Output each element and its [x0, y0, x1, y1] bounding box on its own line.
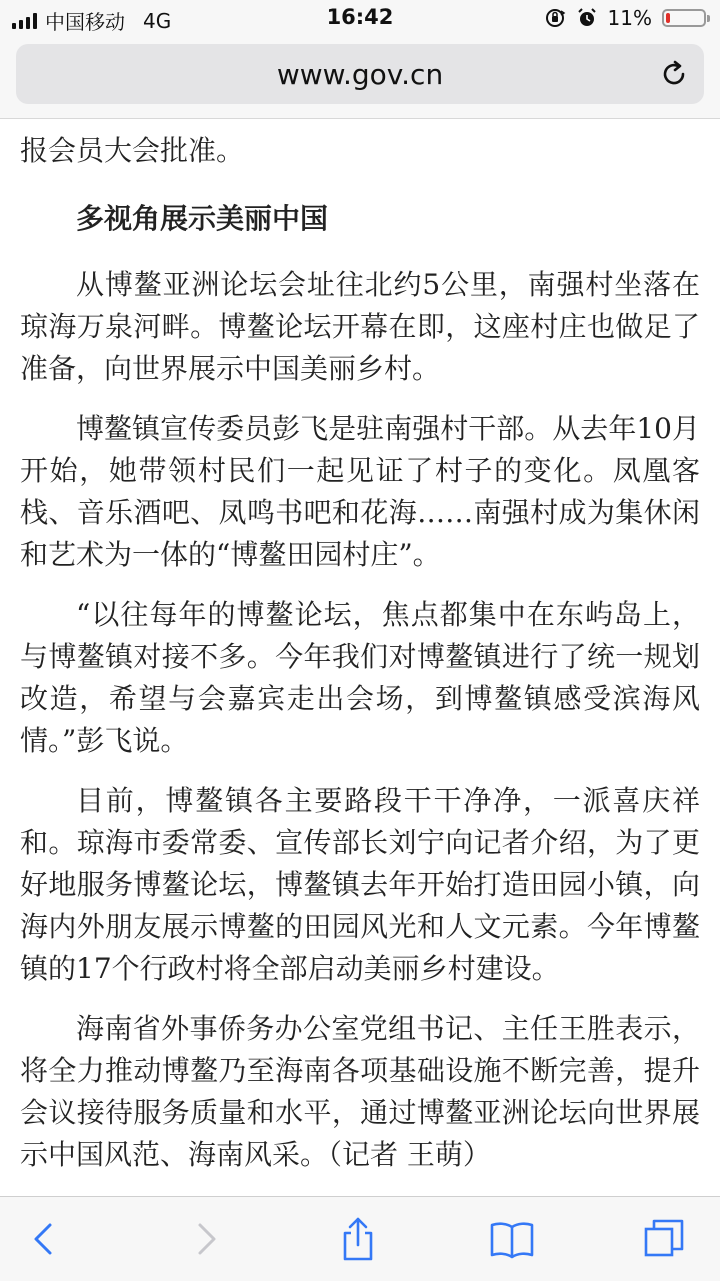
status-time: 16:42 [326, 5, 394, 29]
bookmarks-icon[interactable] [488, 1215, 536, 1263]
battery-percent: 11% [607, 6, 652, 30]
url-text[interactable]: www.gov.cn [276, 58, 444, 91]
browser-header [0, 38, 720, 119]
carrier-name: 中国移动 [45, 10, 125, 34]
alarm-icon [576, 7, 598, 29]
article-paragraph: “以往每年的博鳌论坛，焦点都集中在东屿岛上，与博鳌镇对接不多。今年我们对博鳌镇进行了统一规划改造，希望与会嘉宾走出会场，到博鳌镇感受滨海风情。”彭飞说。 [20, 598, 700, 757]
lead-fragment: 报会员大会批准。 [20, 134, 245, 167]
back-icon[interactable] [22, 1215, 70, 1263]
status-bar [0, 0, 720, 38]
share-icon[interactable] [334, 1215, 382, 1263]
tabs-icon[interactable] [640, 1215, 688, 1263]
battery-level [666, 13, 670, 23]
section-heading: 多视角展示美丽中国 [76, 202, 329, 235]
battery-icon [662, 9, 706, 27]
network-type: 4G [143, 8, 172, 33]
article-paragraph: 目前，博鳌镇各主要路段干干净净，一派喜庆祥和。琼海市委常委、宣传部长刘宁向记者介绍，为了更好地服务博鳌论坛，博鳌镇去年开始打造田园小镇，向海内外朋友展示博鳌的田园风光和人文元素。今年博鳌镇的17个行政村将全部启动美丽乡村建设。 [20, 784, 700, 985]
article-paragraph: 从博鳌亚洲论坛会址往北约5公里，南强村坐落在琼海万泉河畔。博鳌论坛开幕在即，这座村庄也做足了准备，向世界展示中国美丽乡村。 [20, 268, 700, 385]
address-bar[interactable] [16, 44, 704, 104]
article-content [20, 130, 700, 1194]
article-paragraph: 博鳌镇宣传委员彭飞是驻南强村干部。从去年10月开始，她带领村民们一起见证了村子的变化。凤凰客栈、音乐酒吧、凤鸣书吧和花海……南强村成为集休闲和艺术为一体的“博鳌田园村庄”。 [20, 412, 700, 571]
article-paragraph: 海南省外事侨务办公室党组书记、主任王胜表示，将全力推动博鳌乃至海南各项基础设施不断完善，提升会议接待服务质量和水平，通过博鳌亚洲论坛向世界展示中国风范、海南风采。（记者 王萌） [20, 1012, 700, 1171]
bottom-toolbar [0, 1196, 720, 1281]
orientation-lock-icon [544, 7, 566, 29]
status-right [544, 6, 706, 30]
forward-icon[interactable] [180, 1215, 228, 1263]
reload-icon[interactable] [658, 58, 690, 90]
